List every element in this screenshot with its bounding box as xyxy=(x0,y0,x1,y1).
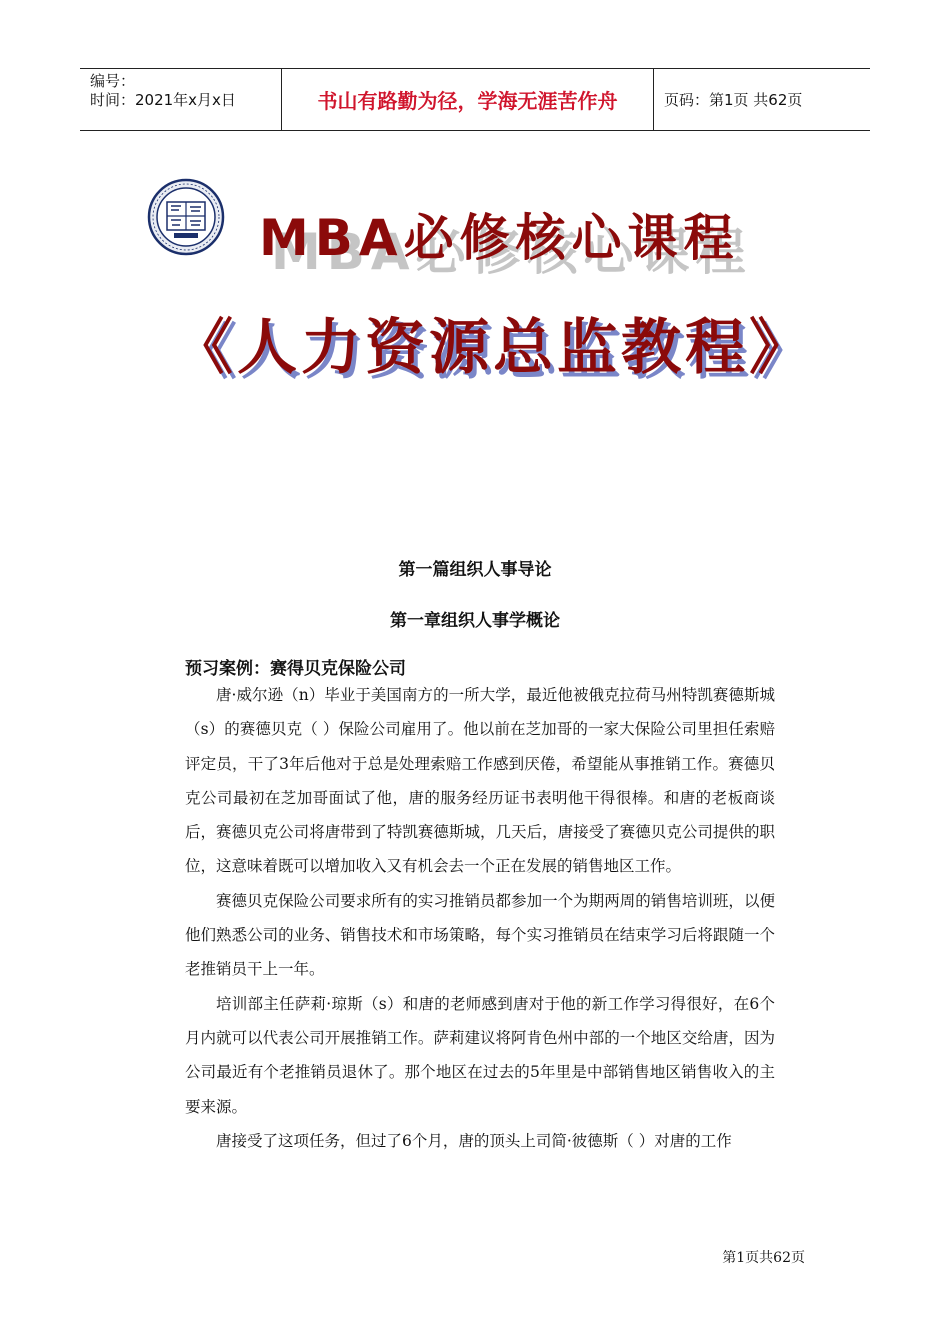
header-page-info: 页码：第1页 共62页 xyxy=(664,91,803,109)
part-title: 第一篇组织人事导论 xyxy=(398,560,552,580)
body-text xyxy=(185,678,775,1158)
time-label: 时间：2021年x月x日 xyxy=(90,91,236,109)
paragraph: 培训部主任萨莉·琼斯（s）和唐的老师感到唐对于他的新工作学习得很好，在6个月内就可以代表公司开展推销工作。萨莉建议将阿肯色州中部的一个地区交给唐，因为公司最近有个老推销员退休了。那个地区在过去的5年里是中部销售地区销售收入的主要来源。 xyxy=(185,994,775,1116)
case-title: 预习案例：赛得贝克保险公司 xyxy=(185,659,406,679)
header-motto: 书山有路勤为径，学海无涯苦作舟 xyxy=(281,69,654,130)
number-label: 编号： xyxy=(90,72,136,90)
header-table xyxy=(80,68,870,131)
page-footer: 第1页共62页 xyxy=(722,1250,805,1266)
paragraph: 赛德贝克保险公司要求所有的实习推销员都参加一个为期两周的销售培训班，以便他们熟悉公司的业务、销售技术和市场策略，每个实习推销员在结束学习后将跟随一个老推销员干上一年。 xyxy=(185,891,775,979)
paragraph: 唐接受了这项任务，但过了6个月，唐的顶头上司简·彼德斯（ ）对唐的工作 xyxy=(216,1131,732,1150)
course-title: MBA必修核心课程 xyxy=(259,209,740,267)
chapter-title: 第一章组织人事学概论 xyxy=(390,611,560,631)
header-meta xyxy=(80,69,281,130)
university-seal-icon xyxy=(147,178,225,256)
paragraph: 唐·威尔逊（n）毕业于美国南方的一所大学，最近他被俄克拉荷马州特凯赛德斯城（s）的赛德贝克（ ）保险公司雇用了。他以前在芝加哥的一家大保险公司里担任索赔评定员，干了3年后他对于总是处理索赔工作感到厌倦，希望能从事推销工作。赛德贝克公司最初在芝加哥面试了他，唐的服务经历证书表明他干得很棒。和唐的老板商谈后，赛德贝克公司将唐带到了特凯赛德斯城，几天后，唐接受了赛德贝克公司提供的职位，这意味着既可以增加收入又有机会去一个正在发展的销售地区工作。 xyxy=(185,686,775,876)
book-title: 《人力资源总监教程》 xyxy=(173,313,813,383)
